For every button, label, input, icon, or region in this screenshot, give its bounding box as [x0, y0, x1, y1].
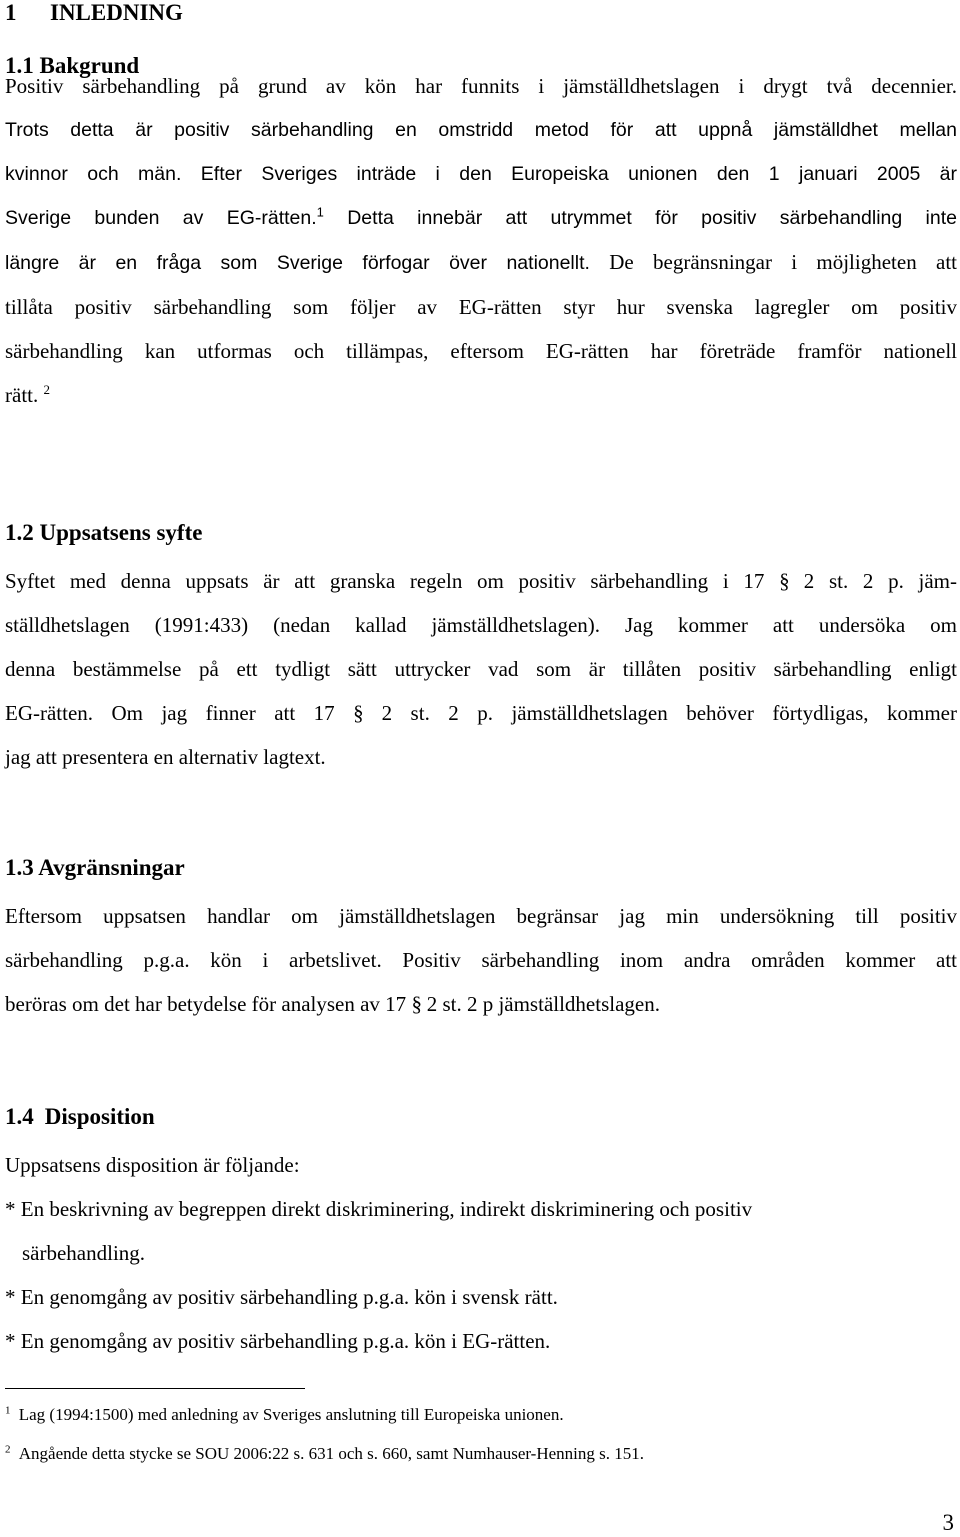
text-line: särbehandling p.g.a. kön i arbetslivet. Positiv särbehandling inom andra områden kommer att	[5, 948, 957, 972]
paragraph-bakgrund	[5, 64, 957, 417]
footnote-1	[5, 1404, 564, 1426]
footnote-number: 2	[5, 1443, 11, 1456]
text-line: tillåta positiv särbehandling som följer av EG-rätten styr hur svenska lagregler om positiv	[5, 295, 957, 319]
text-line: Sverige bunden av EG-rätten.$^1$ Detta innebär att utrymmet för positiv särbehandling inte	[5, 204, 957, 229]
footnote-number: 1	[5, 1404, 11, 1417]
text-line: längre är en fråga som Sverige förfogar över nationellt. De begränsningar i möjligheten att	[5, 250, 957, 274]
chapter-number: 1	[5, 0, 17, 25]
section-sign: §	[779, 569, 790, 593]
list-item: * En beskrivning av begreppen direkt diskriminering, indirekt diskriminering och positiv	[5, 1197, 753, 1221]
text-line: beröras om det har betydelse för analysen av 17 § 2 st. 2 p jämställdhetslagen.	[5, 982, 957, 1026]
text-line: ställdhetslagen (1991:433) (nedan kallad jämställdhetslagen). Jag kommer att undersöka om	[5, 613, 957, 637]
footnote-text: Angående detta stycke se SOU 2006:22 s. 631 och s. 660, samt Numhauser-Henning s. 151.	[18, 1444, 645, 1463]
paragraph-syfte	[5, 559, 957, 779]
list-item: * En genomgång av positiv särbehandling p.g.a. kön i EG-rätten.	[5, 1329, 551, 1353]
list-item-continuation: särbehandling.	[22, 1241, 146, 1265]
section-heading-bakgrund: 1.1 Bakgrund	[5, 53, 140, 78]
section-sign: §	[353, 701, 364, 725]
text-line: Positiv särbehandling på grund av kön har funnits i jämställdhetslagen i drygt två decennier.	[5, 74, 957, 98]
paragraph-avgransningar	[5, 894, 957, 1026]
text-line: Syftet med denna uppsats är att granska regeln om positiv särbehandling i 17 § 2 st. 2 p. jäm-	[5, 559, 957, 603]
footnote-separator	[5, 1388, 305, 1389]
text-line: Trots detta är positiv särbehandling en omstridd metod för att uppnå jämställdhet mellan	[5, 119, 957, 141]
section-heading-avgransningar: 1.3 Avgränsningar	[5, 855, 185, 880]
section-sign: §	[411, 992, 422, 1016]
text-line: jag att presentera en alternativ lagtext.	[5, 745, 326, 769]
section-heading-disposition: 1.4 Disposition	[5, 1104, 155, 1129]
footnote-2	[5, 1443, 644, 1465]
page-number: 3	[942, 1510, 954, 1535]
text-line: denna bestämmelse på ett tydligt sätt uttrycker vad som är tillåten positiv särbehandling enligt	[5, 657, 957, 681]
text-line: kvinnor och män. Efter Sveriges inträde i den Europeiska unionen den 1 januari 2005 är	[5, 163, 957, 185]
text-line: Eftersom uppsatsen handlar om jämställdhetslagen begränsar jag min undersökning till positiv	[5, 904, 957, 928]
paragraph-disposition	[5, 1143, 957, 1363]
text-line: EG-rätten. Om jag finner att 17 § 2 st. 2 p. jämställdhetslagen behöver förtydligas, kommer	[5, 691, 957, 735]
text-line: Uppsatsens disposition är följande:	[5, 1153, 300, 1177]
footnote-text: Lag (1994:1500) med anledning av Sveriges anslutning till Europeiska unionen.	[18, 1405, 564, 1424]
footnote-ref-1: 1	[316, 204, 324, 220]
document-page	[5, 0, 957, 1537]
section-heading-syfte: 1.2 Uppsatsens syfte	[5, 520, 203, 545]
text-line: rätt. $^2$	[5, 382, 50, 407]
chapter-heading	[5, 0, 183, 26]
footnote-ref-2: 2	[43, 382, 50, 397]
text-line: särbehandling kan utformas och tillämpas, eftersom EG-rätten har företräde framför nationell	[5, 339, 957, 363]
chapter-title: INLEDNING	[50, 0, 183, 25]
list-item: * En genomgång av positiv särbehandling p.g.a. kön i svensk rätt.	[5, 1285, 558, 1309]
